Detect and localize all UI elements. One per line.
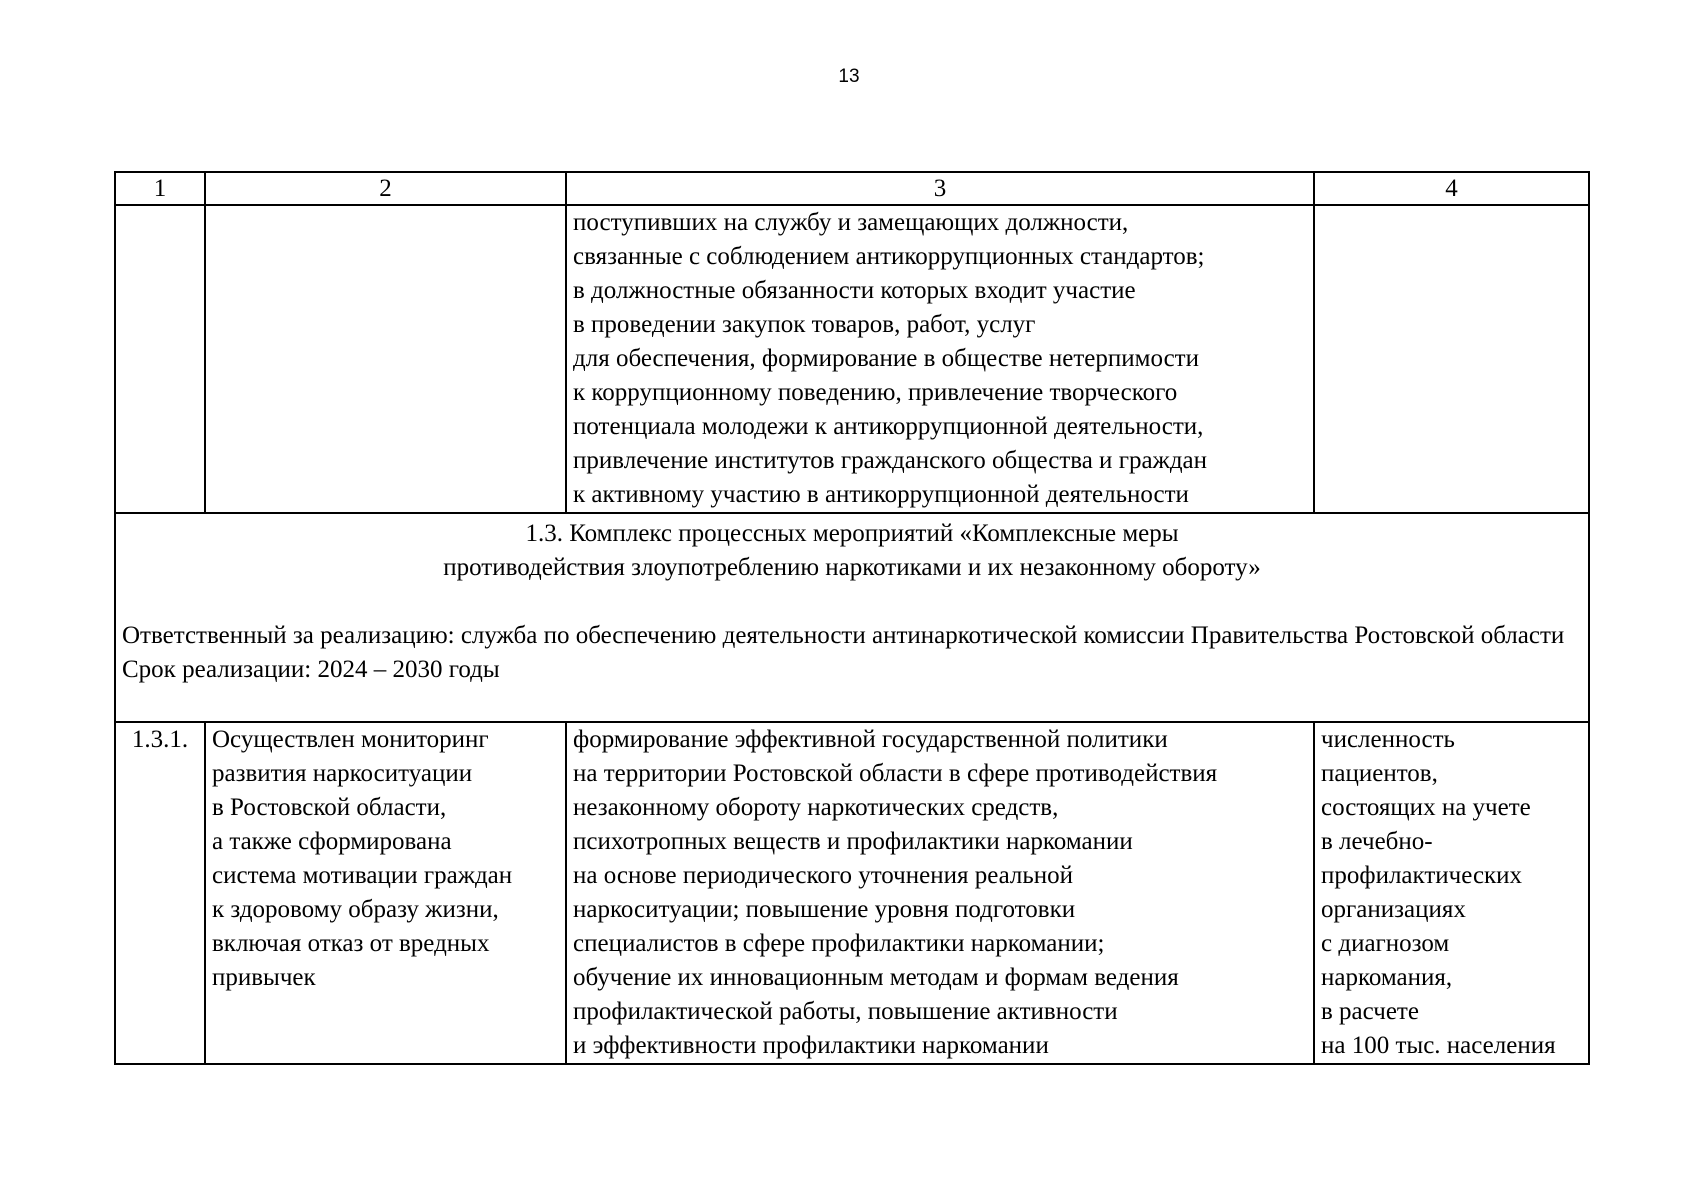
header-col-3: 3 — [566, 172, 1314, 205]
section-title — [122, 514, 1582, 585]
text-line: развития наркоситуации — [212, 760, 473, 787]
text-line: в Ростовской области, — [212, 794, 447, 821]
text-line: Осуществлен мониторинг — [212, 726, 489, 753]
row-number: 1.3.1. — [115, 722, 205, 1064]
measures-table — [114, 171, 1590, 1065]
text-line: а также сформирована — [212, 828, 452, 855]
text-line: привлечение институтов гражданского общества и граждан — [573, 447, 1208, 474]
text-line: специалистов в сфере профилактики наркомании; — [573, 930, 1105, 957]
section-responsible: Ответственный за реализацию: служба по обеспечению деятельности антинаркотической комиссии Правительства Ростовской области — [122, 622, 1565, 649]
header-col-1: 1 — [115, 172, 205, 205]
text-line: на основе периодического уточнения реальной — [573, 862, 1074, 889]
text-line: система мотивации граждан — [212, 862, 513, 889]
text-line: привычек — [212, 964, 316, 991]
text-line: в проведении закупок товаров, работ, услуг — [573, 311, 1036, 338]
text-line: обучение их инновационным методам и формам ведения — [573, 964, 1179, 991]
row-indicator — [1314, 722, 1589, 1064]
text-line: организациях — [1321, 896, 1466, 923]
continuation-col-3 — [566, 205, 1314, 513]
section-title-line: 1.3. Комплекс процессных мероприятий «Комплексные меры — [525, 520, 1179, 547]
text-line: психотропных веществ и профилактики наркомании — [573, 828, 1133, 855]
text-line: профилактических — [1321, 862, 1523, 889]
text-line: на 100 тыс. населения — [1321, 1032, 1556, 1059]
table-row — [115, 722, 1589, 1064]
text-line: в должностные обязанности которых входит участие — [573, 277, 1136, 304]
table-header-row — [115, 172, 1589, 205]
row-description — [566, 722, 1314, 1064]
text-line: к активному участию в антикоррупционной деятельности — [573, 481, 1189, 508]
header-col-4: 4 — [1314, 172, 1589, 205]
section-spacer — [122, 585, 1582, 619]
text-line: профилактической работы, повышение активности — [573, 998, 1118, 1025]
continuation-row — [115, 205, 1589, 513]
text-line: поступивших на службу и замещающих должности, — [573, 209, 1129, 236]
text-line: формирование эффективной государственной политики — [573, 726, 1168, 753]
text-line: к коррупционному поведению, привлечение творческого — [573, 379, 1178, 406]
continuation-col-1 — [115, 205, 205, 513]
text-line: незаконному обороту наркотических средств, — [573, 794, 1059, 821]
section-spacer — [122, 687, 1582, 721]
section-cell — [115, 513, 1589, 722]
section-title-line: противодействия злоупотреблению наркотиками и их незаконному обороту» — [443, 554, 1261, 581]
text-line: состоящих на учете — [1321, 794, 1531, 821]
text-line: на территории Ростовской области в сфере противодействия — [573, 760, 1218, 787]
text-line: пациентов, — [1321, 760, 1438, 787]
text-line: для обеспечения, формирование в обществе нетерпимости — [573, 345, 1199, 372]
text-line: и эффективности профилактики наркомании — [573, 1032, 1049, 1059]
text-line: с диагнозом — [1321, 930, 1450, 957]
text-line: в расчете — [1321, 998, 1419, 1025]
continuation-col-4 — [1314, 205, 1589, 513]
page-number: 13 — [838, 66, 860, 87]
text-line: в лечебно- — [1321, 828, 1433, 855]
text-line: наркомания, — [1321, 964, 1453, 991]
header-col-2: 2 — [205, 172, 566, 205]
text-line: наркоситуации; повышение уровня подготовки — [573, 896, 1076, 923]
text-line: связанные с соблюдением антикоррупционных стандартов; — [573, 243, 1205, 270]
text-line: к здоровому образу жизни, — [212, 896, 499, 923]
section-term: Срок реализации: 2024 – 2030 годы — [122, 656, 500, 683]
text-line: численность — [1321, 726, 1455, 753]
section-row — [115, 513, 1589, 722]
text-line: включая отказ от вредных — [212, 930, 490, 957]
continuation-col-2 — [205, 205, 566, 513]
row-result — [205, 722, 566, 1064]
text-line: потенциала молодежи к антикоррупционной деятельности, — [573, 413, 1204, 440]
